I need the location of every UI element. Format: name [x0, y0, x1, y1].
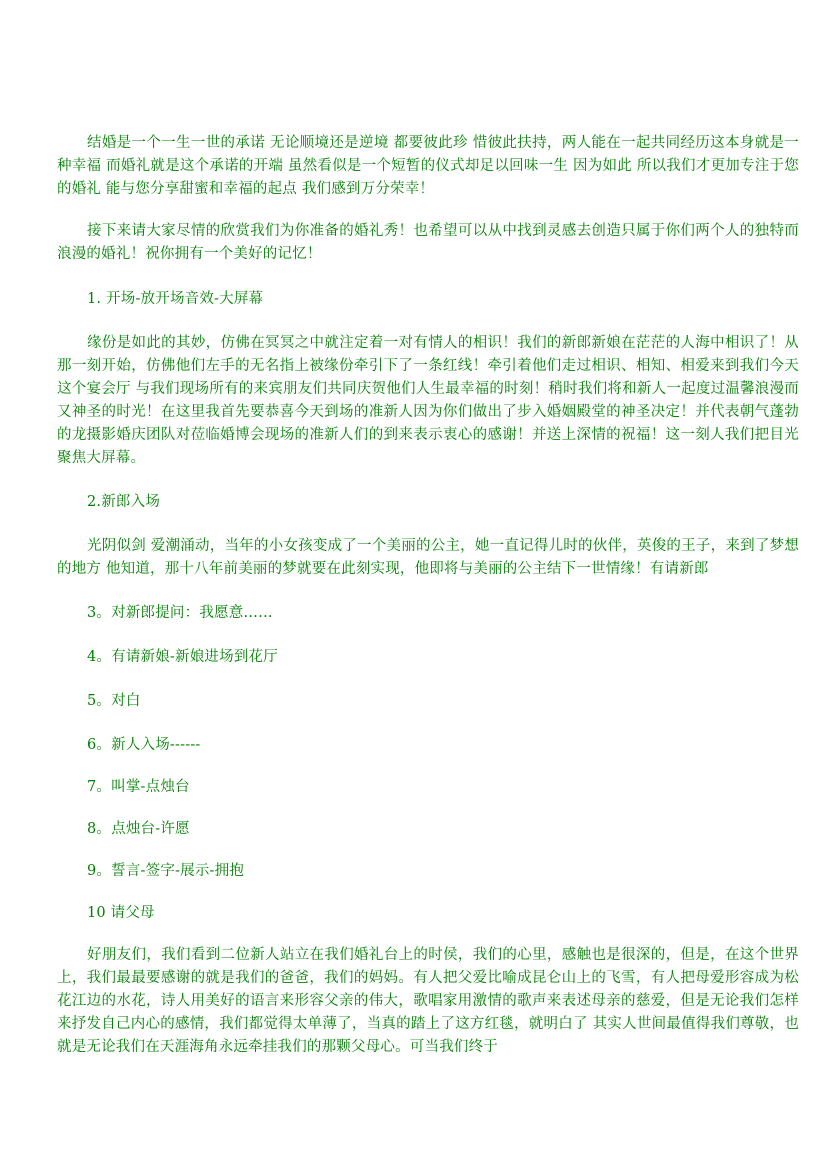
section-heading-vows: 9。誓言-签字-展示-拥抱: [87, 863, 245, 879]
section-heading-bride-entrance: 4。有请新娘-新娘进场到花厅: [87, 649, 278, 665]
section-heading-parents: 10 请父母: [87, 905, 155, 921]
section-heading-applause: 7。叫掌-点烛台: [87, 779, 190, 795]
section-heading-groom-entrance: 2.新郎入场: [87, 494, 161, 510]
invitation-paragraph: 接下来请大家尽情的欣赏我们为你准备的婚礼秀！也希望可以从中找到灵感去创造只属于你们两个人的独特而浪漫的婚礼！祝你拥有一个美好的记忆！: [57, 223, 799, 262]
parents-paragraph: 好朋友们，我们看到二位新人站立在我们婚礼台上的时侯，我们的心里，感触也是很深的，但是，在这个世界上，我们最最要感谢的就是我们的爸爸，我们的妈妈。有人把父爱比喻成昆仑山上的飞雪，有人把母爱形容成为松花江边的水花，诗人用美好的语言来形容父亲的伟大，歌唱家用激情的歌声来表述母亲的慈爱，但是无论我们怎样来抒发自己内心的感情，我们都觉得太单薄了，当真的踏上了这方红毯，就明白了 其实人世间最值得我们尊敬，也就是无论我们在天涯海角永远牵挂我们的那颗父母心。可当我们终于: [57, 947, 799, 1055]
opening-paragraph: 缘份是如此的其妙，仿佛在冥冥之中就注定着一对有情人的相识！我们的新郎新娘在茫茫的人海中相识了！从那一刻开始，仿佛他们左手的无名指上被缘份牵引下了一条红线！牵引着他们走过相识、相知、相爱来到我们今天这个宴会厅 与我们现场所有的来宾朋友们共同庆贺他们人生最幸福的时刻！稍时我们将和新人一起度过温馨浪漫而又神圣的时光！在这里我首先要恭喜今天到场的准新人因为你们做出了步入婚姻殿堂的神圣决定！并代表朝气蓬勃的龙摄影婚庆团队对莅临婚博会现场的准新人们的到来表示衷心的感谢！并送上深情的祝福！这一刻人我们把目光聚焦大屏幕。: [57, 335, 799, 466]
section-heading-opening: 1. 开场-放开场音效-大屏幕: [87, 291, 264, 307]
section-heading-candle-wish: 8。点烛台-许愿: [87, 821, 190, 837]
section-heading-dialogue: 5。对白: [87, 693, 141, 709]
groom-entrance-paragraph: 光阴似剑 爱潮涌动，当年的小女孩变成了一个美丽的公主，她一直记得儿时的伙伴，英俊的王子，来到了梦想的地方 他知道，那十八年前美丽的梦就要在此刻实现，他即将与美丽的公主结下一世情缘！有请新郎: [57, 538, 799, 577]
intro-paragraph: 结婚是一个一生一世的承诺 无论顺境还是逆境 都要彼此珍 惜彼此扶持，两人能在一起共同经历这本身就是一种幸福 而婚礼就是这个承诺的开端 虽然看似是一个短暂的仪式却足以回味一生 因为如此 所以我们才更加专注于您的婚礼 能与您分享甜蜜和幸福的起点 我们感到万分荣幸！: [57, 135, 799, 197]
section-heading-couple-entrance: 6。新人入场------: [87, 737, 201, 753]
section-heading-groom-question: 3。对新郎提问：我愿意……: [87, 605, 273, 621]
